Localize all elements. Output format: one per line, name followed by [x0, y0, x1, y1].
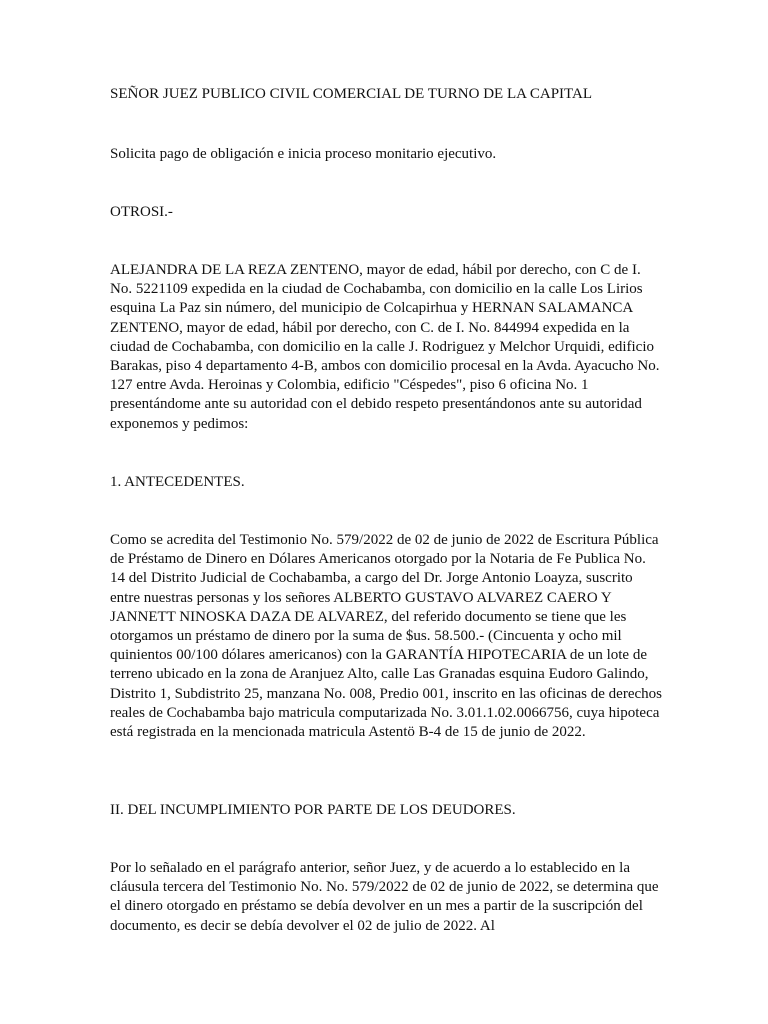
- otrosi-label: OTROSI.-: [110, 204, 173, 220]
- court-heading: SEÑOR JUEZ PUBLICO CIVIL COMERCIAL DE TURNO DE LA CAPITAL: [110, 86, 592, 102]
- intro-paragraph: ALEJANDRA DE LA REZA ZENTENO, mayor de edad, hábil por derecho, con C de I. No. 5221109 expedida en la ciudad de Cochabamba, con domicilio en la calle Los Lirios esquina La Paz sin número, del municipio de Colcapirhua y HERNAN SALAMANCA ZENTENO, mayor de edad, hábil por derecho, con C. de I. No. 844994 expedida en la ciudad de Cochabamba, con domicilio en la calle J. Rodriguez y Melchor Urquidi, edificio Barakas, piso 4 departamento 4-B, ambos con domicilio procesal en la Avda. Ayacucho No. 127 entre Avda. Heroinas y Colombia, edificio "Céspedes", piso 6 oficina No. 1 presentándome ante su autoridad con el debido respeto presentándonos ante su autoridad exponemos y pedimos:: [110, 262, 660, 432]
- section-2-title: II. DEL INCUMPLIMIENTO POR PARTE DE LOS DEUDORES.: [110, 802, 516, 818]
- petition-subject: Solicita pago de obligación e inicia proceso monitario ejecutivo.: [110, 146, 497, 162]
- section-1-paragraph: Como se acredita del Testimonio No. 579/2022 de 02 de junio de 2022 de Escritura Pública de Préstamo de Dinero en Dólares Americanos otorgado por la Notaria de Fe Publica No. 14 del Distrito Judicial de Cochabamba, a cargo del Dr. Jorge Antonio Loayza, suscrito entre nuestras personas y los señores ALBERTO GUSTAVO ALVAREZ CAERO Y JANNETT NINOSKA DAZA DE ALVAREZ, del referido documento se tiene que les otorgamos un préstamo de dinero por la suma de $us. 58.500.- (Cincuenta y ocho mil quinientos 00/100 dólares americanos) con la GARANTÍA HIPOTECARIA de un lote de terreno ubicado en la zona de Aranjuez Alto, calle Las Granadas esquina Eudoro Galindo, Distrito 1, Subdistrito 25, manzana No. 008, Predio 001, inscrito en las oficinas de derechos reales de Cochabamba bajo matricula computarizada No. 3.01.1.02.0066756, cuya hipoteca está registrada en la mencionada matricula Astentö B-4 de 15 de junio de 2022.: [110, 532, 662, 741]
- section-1-title: 1. ANTECEDENTES.: [110, 474, 245, 490]
- section-2-paragraph: Por lo señalado en el parágrafo anterior, señor Juez, y de acuerdo a lo establecido en la cláusula tercera del Testimonio No. No. 579/2022 de 02 de junio de 2022, se determina que el dinero otorgado en préstamo se debía devolver en un mes a partir de la suscripción del documento, es decir se debía devolver el 02 de julio de 2022. Al: [110, 860, 659, 934]
